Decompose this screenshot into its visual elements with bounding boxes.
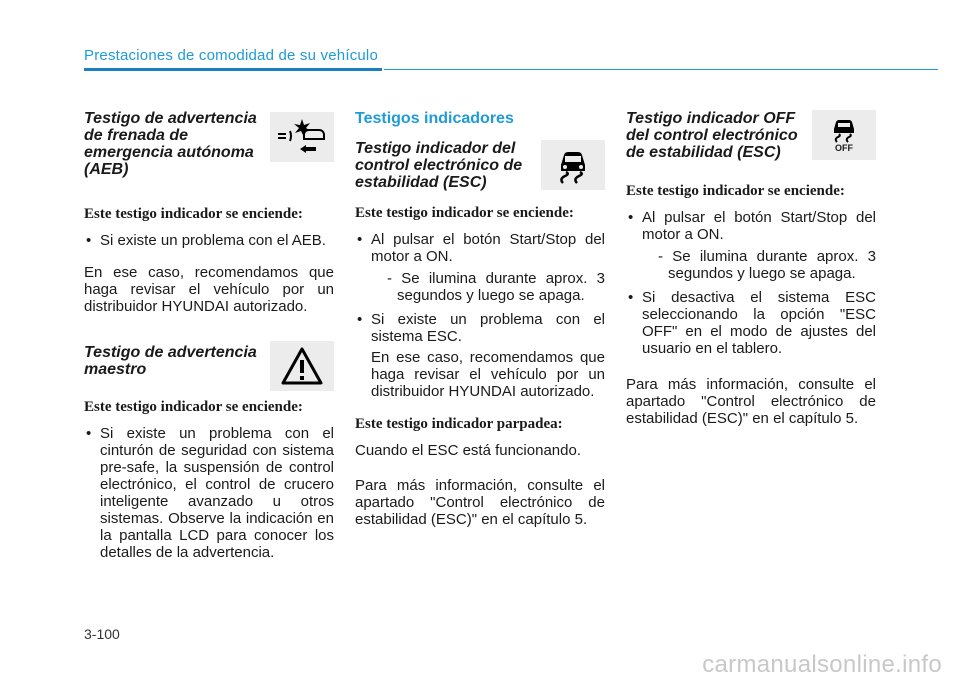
- esc-blink-text: Cuando el ESC está funcionando.: [355, 442, 581, 459]
- header-title: Prestaciones de comodidad de su vehículo: [84, 47, 379, 64]
- column-2: [355, 110, 605, 528]
- esc-blink-title: Este testigo indicador parpadea:: [355, 416, 563, 432]
- esc-off-on-title: Este testigo indicador se enciende:: [626, 183, 845, 199]
- header-rule-dark: [84, 68, 382, 71]
- esc-dash-note: - Se ilumina durante aprox. 3 segundos y luego se apaga.: [387, 270, 605, 304]
- aeb-warning-title: Testigo de advertencia de frenada de emergencia autónoma (AEB): [84, 110, 257, 178]
- master-on-title: Este testigo indicador se enciende:: [84, 399, 303, 415]
- esc-off-dash-note: - Se ilumina durante aprox. 3 segundos y luego se apaga.: [658, 248, 876, 282]
- master-warning-icon: [270, 341, 334, 391]
- column-1: [84, 110, 334, 568]
- esc-bullet-problem-text: Si existe un problema con el sistema ESC.: [371, 311, 605, 345]
- aeb-warning-icon: [270, 112, 334, 162]
- column-3: [626, 110, 876, 427]
- header-rule-light: [384, 69, 938, 70]
- esc-bullet-start-text: Al pulsar el botón Start/Stop del motor a ON.: [371, 231, 605, 265]
- page-number: 3-100: [84, 626, 120, 642]
- esc-bullet-problem-para: En ese caso, recomendamos que haga revisar el vehículo por un distribuidor HYUNDAI autorizado.: [371, 349, 605, 400]
- esc-indicator-icon: [541, 140, 605, 190]
- esc-off-icon-label: OFF: [835, 143, 853, 153]
- esc-bullet-problem: [355, 311, 605, 400]
- esc-indicator-title: Testigo indicador del control electrónico de estabilidad (ESC): [355, 140, 523, 191]
- esc-off-bullet-deactivate: • Si desactiva el sistema ESC seleccionando la opción "ESC OFF" en el modo de ajustes del usuario en el tablero.: [626, 289, 876, 357]
- esc-off-info-paragraph: Para más información, consulte el apartado "Control electrónico de estabilidad (ESC)" en el capítulo 5.: [626, 376, 876, 427]
- master-bullet: • Si existe un problema con el cinturón de seguridad con sistema pre-safe, la suspensión de control electrónico, el control de crucero inteligente avanzado u otros sistemas. Observe la indicación en la pantalla LCD para conocer los detalles de la advertencia.: [84, 425, 334, 561]
- esc-off-indicator-title: Testigo indicador OFF del control electrónico de estabilidad (ESC): [626, 110, 798, 161]
- esc-off-indicator-icon: [812, 110, 876, 160]
- indicators-section-title: Testigos indicadores: [355, 110, 514, 127]
- aeb-paragraph: En ese caso, recomendamos que haga revisar el vehículo por un distribuidor HYUNDAI autorizado.: [84, 264, 334, 315]
- master-warning-title: Testigo de advertencia maestro: [84, 344, 257, 378]
- aeb-bullet: • Si existe un problema con el AEB.: [84, 232, 334, 249]
- esc-off-bullet-start-text: Al pulsar el botón Start/Stop del motor a ON.: [642, 209, 876, 243]
- esc-on-title: Este testigo indicador se enciende:: [355, 205, 574, 221]
- esc-info-paragraph: Para más información, consulte el apartado "Control electrónico de estabilidad (ESC)" en el capítulo 5.: [355, 477, 605, 528]
- watermark: carmanualsonline.info: [702, 651, 942, 678]
- esc-off-bullet-start: [626, 209, 876, 282]
- esc-bullet-start: [355, 231, 605, 304]
- aeb-on-title: Este testigo indicador se enciende:: [84, 206, 303, 222]
